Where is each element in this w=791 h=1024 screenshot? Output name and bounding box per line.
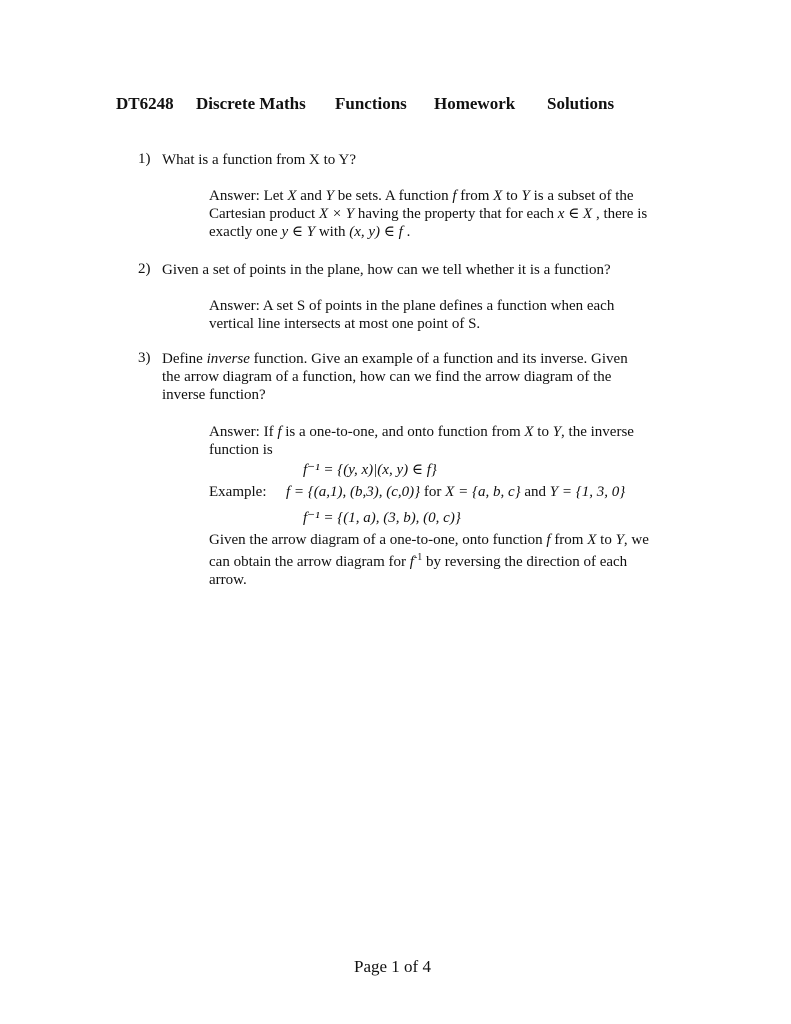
- title-subject: Discrete Maths: [196, 94, 306, 113]
- title-type: Homework: [434, 94, 516, 113]
- example-domain: X = {a, b, c}: [445, 484, 521, 500]
- answer-line: can obtain the arrow diagram for $f^{-1}$ by reversing the direction of each: [209, 552, 628, 570]
- question-text: Given a set of points in the plane, how can we tell whether it is a function?: [162, 262, 611, 278]
- example-codomain: Y = {1, 3, 0}: [549, 484, 626, 500]
- title-topic: Functions: [335, 94, 407, 113]
- answer-line: Answer: A set S of points in the plane defines a function when each: [209, 298, 615, 314]
- arrow-diagram-answer: [209, 531, 659, 589]
- answer-block: [209, 187, 659, 241]
- answer-line: arrow.: [209, 572, 247, 588]
- answer-line: function is: [209, 442, 273, 458]
- question-number: 2): [138, 261, 151, 277]
- question-number: 1): [138, 151, 151, 167]
- page-number: Page 1 of 4: [354, 957, 431, 976]
- answer-line: vertical line intersects at most one point of S.: [209, 316, 481, 332]
- answer-block: [209, 297, 659, 333]
- title-course: DT6248: [116, 94, 174, 113]
- answer-line: exactly one y ∈ Y with (x, y) ∈ f .: [209, 224, 411, 240]
- example-inverse-equation: f⁻¹ = {(1, a), (3, b), (0, c)}: [303, 510, 461, 526]
- answer-line: Given the arrow diagram of a one-to-one, onto function f from X to Y, we: [209, 532, 649, 548]
- example-line: Example: f = {(a,1), (b,3), (c,0)} for X = {a, b, c} and Y = {1, 3, 0}: [209, 484, 626, 500]
- answer-block: [209, 423, 659, 459]
- example-label: Example:: [209, 484, 267, 500]
- example-function: f = {(a,1), (b,3), (c,0)}: [285, 484, 421, 500]
- inverse-definition-equation: f⁻¹ = {(y, x)|(x, y) ∈ f}: [303, 462, 437, 478]
- answer-line: Answer: If f is a one-to-one, and onto function from X to Y, the inverse: [209, 424, 634, 440]
- answer-line: Answer: Let X and Y be sets. A function f from X to Y is a subset of the: [209, 188, 634, 204]
- question-text: What is a function from X to Y?: [162, 152, 356, 168]
- title-kind: Solutions: [547, 94, 615, 113]
- question-number: 3): [138, 350, 151, 366]
- question-text: Define inverse function. Give an example of a function and its inverse. Given the arrow diagram of a function, how can we find the arrow diagram of the inverse function?: [162, 351, 628, 403]
- answer-line: Cartesian product X × Y having the property that for each x ∈ X , there is: [209, 206, 648, 222]
